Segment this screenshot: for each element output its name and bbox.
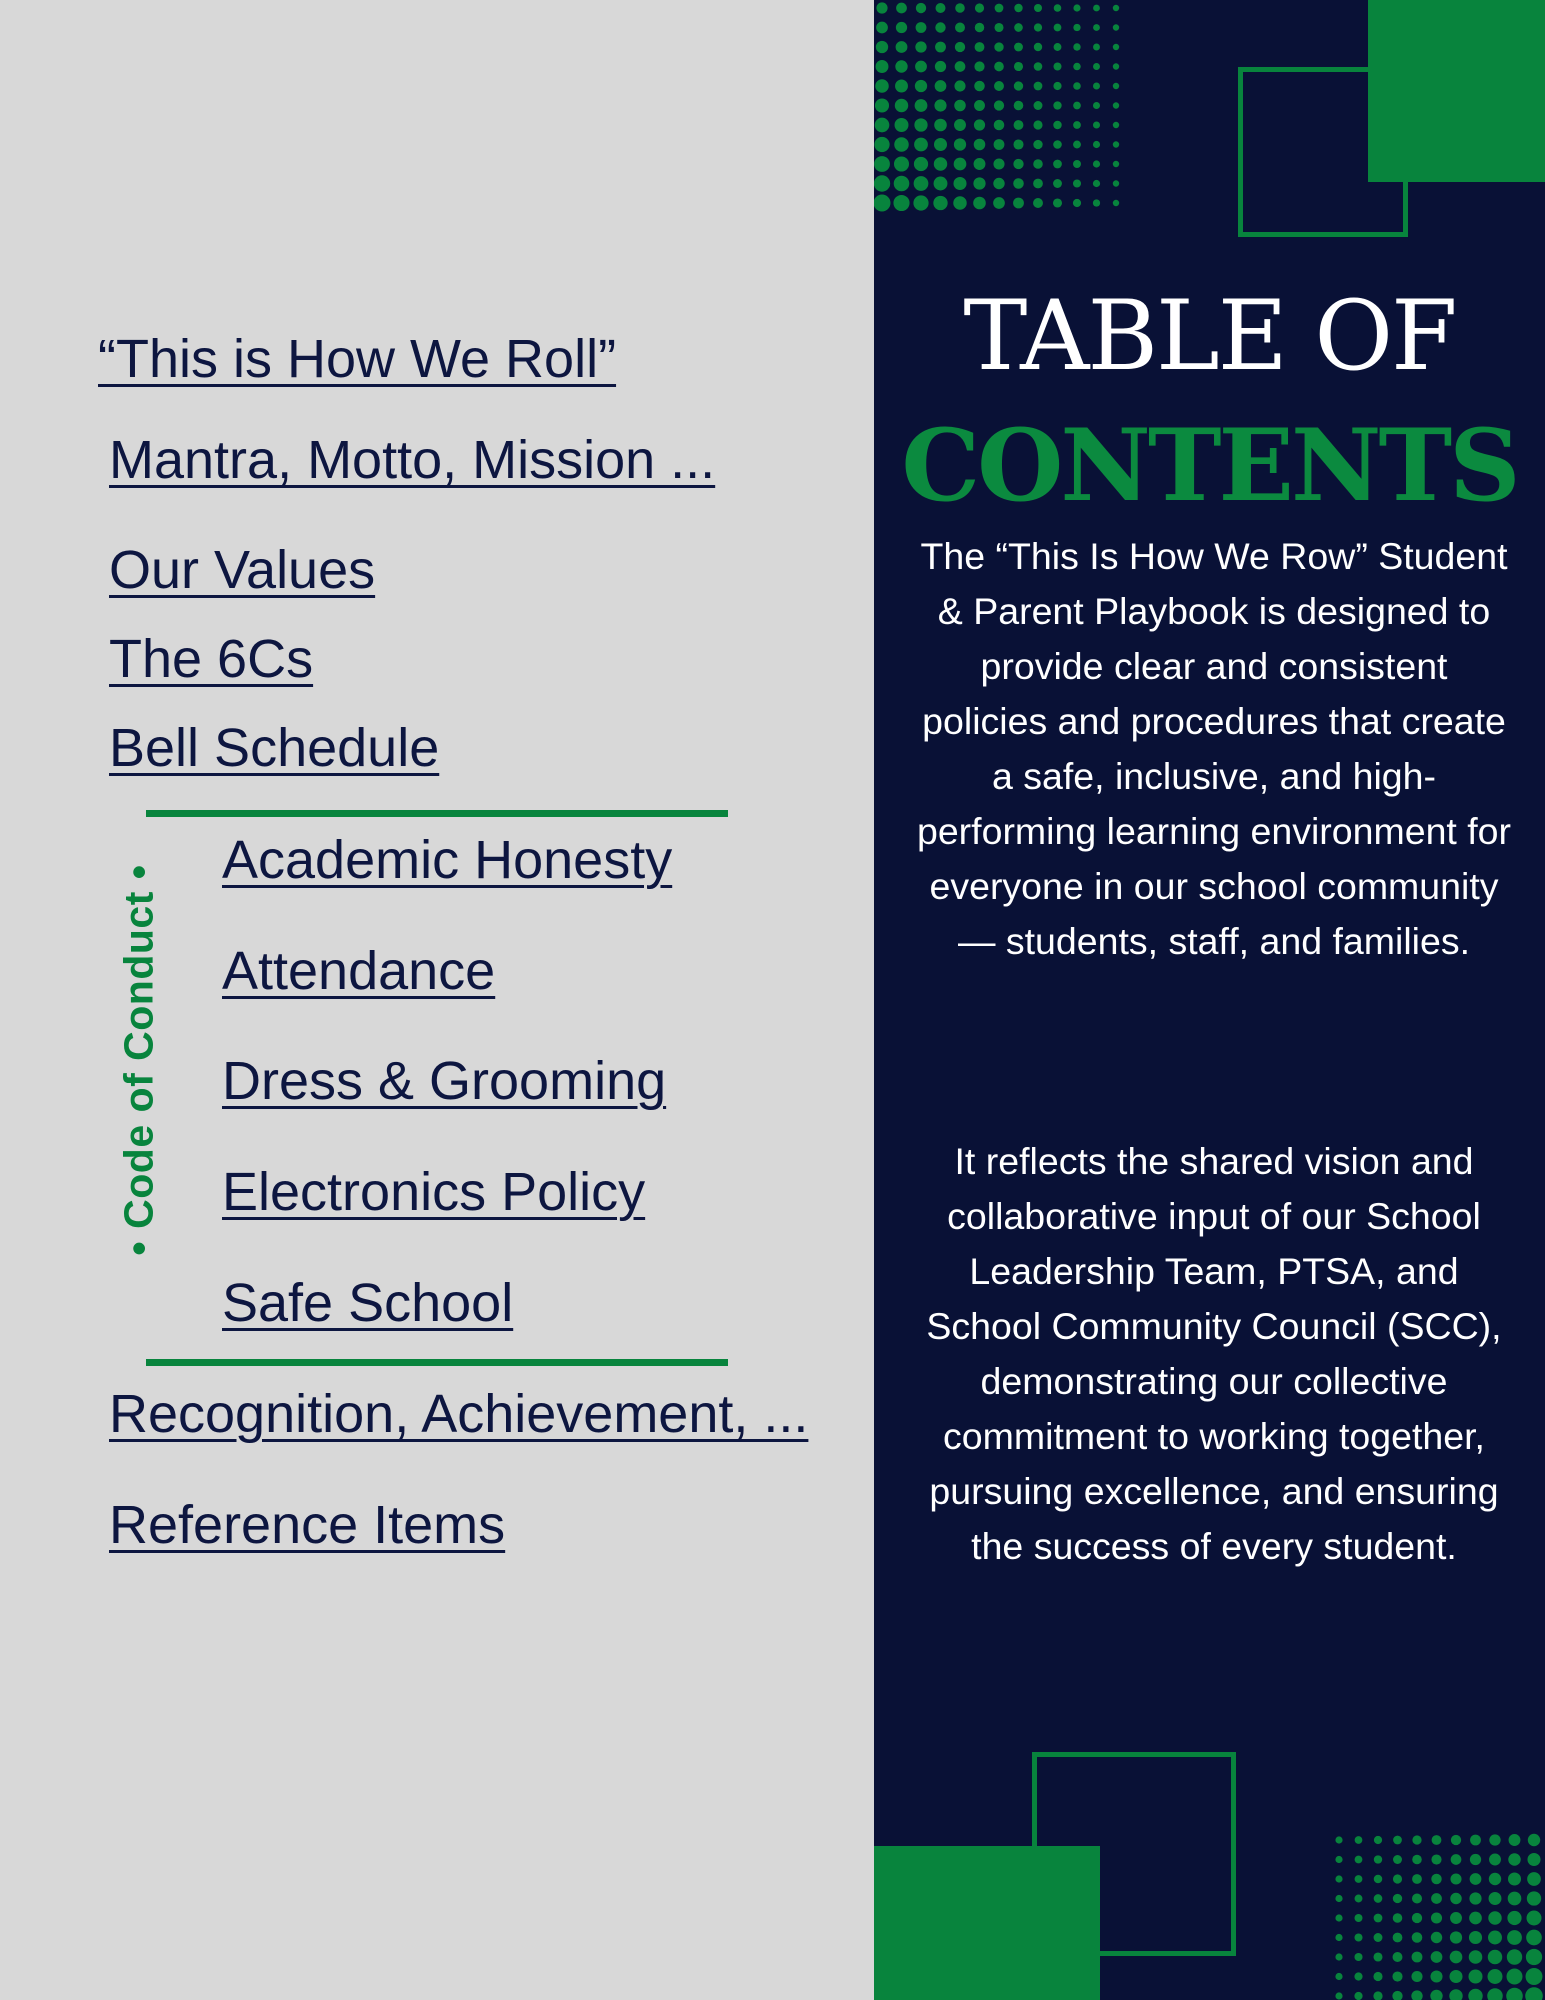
decorative-dot — [1374, 1894, 1383, 1903]
decorative-dot — [1113, 63, 1119, 69]
decorative-dot — [1053, 62, 1061, 70]
decorative-dot — [1335, 1934, 1342, 1941]
toc-link-mantra-motto-mission[interactable]: Mantra, Motto, Mission ... — [109, 430, 716, 490]
decorative-dot — [876, 22, 888, 34]
decorative-dot — [954, 158, 967, 171]
decorative-dot — [1073, 179, 1081, 187]
decorative-dot — [1450, 1931, 1462, 1943]
decorative-dot — [1093, 44, 1100, 51]
decorative-dot — [1093, 121, 1100, 128]
decorative-dot — [1355, 1895, 1363, 1903]
decorative-dot — [1053, 140, 1062, 149]
decorative-dot — [1488, 1911, 1501, 1924]
decorative-dot — [934, 157, 947, 170]
decorative-dot — [1393, 1894, 1402, 1903]
decorative-dot — [974, 100, 985, 111]
decorative-dot — [935, 22, 945, 32]
decorative-dot — [1526, 1949, 1542, 1965]
decorative-dot — [1073, 121, 1081, 129]
title-table-of: TABLE OF — [963, 280, 1456, 392]
decorative-dot — [913, 195, 928, 210]
title-panel — [874, 0, 1545, 2000]
decorative-dot — [1033, 120, 1042, 129]
toc-link-electronics-policy[interactable]: Electronics Policy — [222, 1162, 646, 1222]
decorative-dot — [1113, 44, 1119, 50]
decorative-dot — [1073, 141, 1081, 149]
decorative-dot — [874, 195, 891, 212]
decorative-dot — [953, 177, 966, 190]
decorative-dot — [1354, 1972, 1362, 1980]
decorative-dot — [1113, 102, 1119, 108]
decorative-dot — [1034, 82, 1043, 91]
toc-link-attendance[interactable]: Attendance — [222, 941, 496, 1001]
decorative-dot — [1374, 1836, 1382, 1844]
decorative-dot — [1014, 62, 1023, 71]
decorative-dot — [1527, 1891, 1541, 1905]
decorative-dot — [1412, 1855, 1422, 1865]
decorative-dot — [1374, 1914, 1383, 1923]
decorative-dot — [1526, 1968, 1543, 1985]
decorative-dot — [1469, 1892, 1481, 1904]
decorative-dot — [1489, 1834, 1500, 1845]
decorative-dot — [875, 79, 889, 93]
decorative-dot — [1431, 1932, 1442, 1943]
decorative-dot — [894, 156, 909, 171]
decorative-dot — [974, 158, 986, 170]
decorative-dot — [874, 175, 890, 191]
decorative-dot — [896, 41, 908, 53]
decorative-dot — [934, 119, 947, 132]
decorative-dot — [1431, 1854, 1441, 1864]
decorative-dot — [1431, 1951, 1443, 1963]
decorative-dot — [916, 3, 926, 13]
decorative-dot — [974, 119, 985, 130]
toc-link-reference-items[interactable]: Reference Items — [109, 1495, 506, 1555]
decorative-dot — [1013, 159, 1023, 169]
decorative-dot — [1450, 1873, 1461, 1884]
decorative-dot — [1335, 1914, 1342, 1921]
decorative-dot — [1093, 5, 1100, 12]
decorative-dot — [876, 2, 887, 13]
decorative-square-filled-top — [1368, 0, 1545, 182]
decorative-dot — [1432, 1835, 1442, 1845]
decorative-dot — [955, 42, 965, 52]
decorative-dot — [1335, 1895, 1342, 1902]
code-of-conduct-label: • Code of Conduct • — [115, 864, 162, 1256]
decorative-dot — [955, 23, 965, 33]
decorative-dot — [894, 137, 909, 152]
toc-link-how-we-roll[interactable]: “This is How We Roll” — [98, 329, 617, 389]
toc-link-our-values[interactable]: Our Values — [109, 540, 376, 600]
decorative-dot — [1412, 1932, 1423, 1943]
decorative-dot — [1412, 1952, 1423, 1963]
decorative-dot — [914, 138, 928, 152]
decorative-dot — [1014, 101, 1024, 111]
decorative-dot — [1506, 1988, 1523, 2000]
decorative-dot — [1354, 1953, 1362, 1961]
decorative-dot — [1355, 1875, 1363, 1883]
decorative-dot-grid-bottom — [1325, 1830, 1545, 2000]
decorative-dot — [1113, 5, 1119, 11]
decorative-dot — [1093, 63, 1100, 70]
decorative-dot — [1392, 1991, 1402, 2000]
decorative-dot — [975, 42, 985, 52]
description-paragraph-2: It reflects the shared vision and collaborative input of our School Leadership Team, PTSA, and School Community Council (SCC), demonstrating our collective commitment to working together, pursuing excellence, and ensuring the success of every student. — [926, 1140, 1502, 1567]
decorative-dot — [1355, 1856, 1363, 1864]
decorative-dot — [894, 176, 910, 192]
decorative-dot — [955, 61, 966, 72]
decorative-dot — [1093, 83, 1100, 90]
decorative-dot — [1373, 1991, 1382, 2000]
decorative-dot — [1053, 160, 1062, 169]
decorative-dot — [915, 99, 928, 112]
decorative-dot — [994, 100, 1004, 110]
decorative-dot — [1113, 200, 1119, 206]
decorative-dot — [1013, 139, 1023, 149]
decorative-dot — [1033, 198, 1043, 208]
toc-link-safe-school[interactable]: Safe School — [222, 1273, 514, 1333]
decorative-dot — [1373, 1972, 1382, 1981]
decorative-dot — [974, 61, 984, 71]
decorative-dot — [1335, 1992, 1342, 1999]
decorative-dot — [974, 139, 986, 151]
decorative-dot — [1335, 1856, 1342, 1863]
decorative-dot — [1412, 1893, 1422, 1903]
decorative-dot — [934, 177, 948, 191]
decorative-dot — [1525, 1987, 1543, 2000]
decorative-dot — [915, 80, 927, 92]
decorative-dot — [1393, 1913, 1403, 1923]
decorative-dot — [1073, 43, 1080, 50]
toc-link-6cs[interactable]: The 6Cs — [109, 629, 314, 689]
decorative-dot — [1451, 1854, 1462, 1865]
decorative-dot — [1354, 1992, 1362, 2000]
decorative-dot — [1527, 1872, 1541, 1886]
decorative-dot — [1073, 63, 1080, 70]
decorative-dot — [953, 196, 966, 209]
decorative-dot — [1487, 1988, 1503, 2000]
decorative-dot — [875, 118, 890, 133]
decorative-dot — [896, 22, 907, 33]
decorative-dot-grid-top — [874, 0, 1134, 220]
decorative-dot — [1507, 1969, 1523, 1985]
decorative-dot — [954, 80, 965, 91]
decorative-dot — [895, 99, 908, 112]
decorative-dot — [994, 81, 1004, 91]
title-contents: CONTENTS — [901, 408, 1518, 524]
decorative-dot — [1053, 179, 1062, 188]
decorative-dot — [1507, 1911, 1521, 1925]
decorative-dot — [993, 158, 1004, 169]
decorative-dot — [934, 138, 947, 151]
decorative-dot — [1509, 1834, 1521, 1846]
decorative-dot — [1450, 1912, 1462, 1924]
decorative-dot — [973, 197, 986, 210]
decorative-dot — [1054, 4, 1062, 12]
decorative-dot — [1393, 1855, 1402, 1864]
decorative-dot — [1034, 23, 1042, 31]
decorative-dot — [1093, 180, 1100, 187]
decorative-dot — [1013, 178, 1024, 189]
decorative-dot — [1450, 1951, 1463, 1964]
decorative-dot — [1468, 1969, 1482, 1983]
decorative-dot — [1449, 1970, 1462, 1983]
decorative-dot — [994, 139, 1005, 150]
decorative-dot — [1412, 1835, 1421, 1844]
decorative-dot — [1508, 1892, 1522, 1906]
toc-link-recognition-achievement[interactable]: Recognition, Achievement, ... — [109, 1384, 809, 1444]
decorative-dot — [916, 22, 927, 33]
decorative-dot — [1054, 24, 1062, 32]
decorative-dot — [1412, 1874, 1422, 1884]
decorative-dot — [1113, 24, 1119, 30]
toc-link-dress-grooming[interactable]: Dress & Grooming — [222, 1051, 667, 1111]
decorative-dot — [994, 23, 1003, 32]
decorative-dot — [1412, 1913, 1422, 1923]
decorative-dot — [914, 157, 928, 171]
decorative-dot — [1469, 1912, 1482, 1925]
decorative-dot — [995, 4, 1004, 13]
decorative-dot — [876, 41, 888, 53]
decorative-square-filled-bottom — [874, 1846, 1100, 2000]
decorative-dot — [934, 99, 946, 111]
decorative-dot — [1014, 23, 1023, 32]
decorative-dot — [974, 81, 985, 92]
decorative-dot — [1449, 1989, 1462, 2000]
decorative-dot — [1374, 1933, 1383, 1942]
decorative-dot — [1093, 24, 1100, 31]
decorative-dot — [1355, 1914, 1363, 1922]
decorative-dot — [895, 118, 909, 132]
decorative-dot — [914, 118, 927, 131]
toc-link-academic-honesty[interactable]: Academic Honesty — [222, 830, 673, 890]
decorative-dot — [1430, 1970, 1442, 1982]
decorative-dot — [1468, 1989, 1482, 2000]
code-of-conduct-bottom-rule — [146, 1359, 728, 1366]
decorative-dot — [1431, 1893, 1442, 1904]
decorative-dot — [1393, 1836, 1402, 1845]
decorative-dot — [1073, 199, 1081, 207]
decorative-dot — [1093, 199, 1100, 206]
decorative-dot — [1431, 1874, 1441, 1884]
decorative-dot — [1033, 140, 1042, 149]
toc-link-bell-schedule[interactable]: Bell Schedule — [109, 718, 440, 778]
decorative-dot — [994, 120, 1005, 131]
decorative-dot — [1450, 1893, 1461, 1904]
decorative-dot — [1113, 83, 1119, 89]
decorative-dot — [1014, 43, 1023, 52]
decorative-dot — [874, 156, 890, 172]
decorative-dot — [1073, 82, 1081, 90]
decorative-dot — [973, 177, 985, 189]
decorative-dot — [1411, 1990, 1422, 2000]
decorative-dot — [915, 61, 927, 73]
decorative-dot — [935, 80, 947, 92]
decorative-dot — [1034, 4, 1042, 12]
decorative-dot — [1053, 121, 1061, 129]
decorative-dot — [954, 138, 966, 150]
decorative-dot — [994, 62, 1004, 72]
decorative-dot — [915, 41, 926, 52]
decorative-dot — [1053, 82, 1061, 90]
decorative-dot — [1393, 1952, 1403, 1962]
decorative-dot — [874, 137, 889, 152]
decorative-dot — [1354, 1933, 1362, 1941]
decorative-dot — [1054, 43, 1062, 51]
decorative-dot — [1014, 81, 1023, 90]
decorative-dot — [895, 60, 907, 72]
decorative-dot — [1374, 1875, 1383, 1884]
decorative-dot — [1073, 24, 1080, 31]
decorative-dot — [1411, 1971, 1422, 1982]
decorative-dot — [893, 195, 909, 211]
decorative-dot — [1355, 1836, 1363, 1844]
decorative-dot — [1113, 141, 1119, 147]
decorative-dot — [1488, 1931, 1502, 1945]
decorative-dot — [935, 61, 946, 72]
decorative-dot — [1489, 1873, 1501, 1885]
decorative-dot — [876, 60, 889, 73]
decorative-dot — [935, 42, 946, 53]
decorative-dot — [1053, 198, 1062, 207]
decorative-dot — [1470, 1854, 1481, 1865]
decorative-dot — [1430, 1990, 1442, 2000]
decorative-dot — [1431, 1912, 1442, 1923]
decorative-dot — [1507, 1930, 1522, 1945]
decorative-dot — [1470, 1873, 1482, 1885]
decorative-dot — [1526, 1930, 1542, 1946]
decorative-dot — [1073, 160, 1081, 168]
decorative-dot — [1489, 1854, 1501, 1866]
decorative-dot — [993, 178, 1004, 189]
decorative-dot — [1528, 1834, 1540, 1846]
decorative-dot — [1373, 1952, 1382, 1961]
decorative-dot — [1013, 198, 1024, 209]
decorative-dot — [1014, 120, 1024, 130]
decorative-dot — [1073, 102, 1081, 110]
decorative-dot — [1034, 43, 1042, 51]
decorative-dot — [1113, 161, 1119, 167]
decorative-dot — [1470, 1835, 1481, 1846]
decorative-dot — [1014, 4, 1022, 12]
decorative-dot — [975, 3, 984, 12]
decorative-dot — [1093, 160, 1100, 167]
decorative-dot — [1527, 1853, 1540, 1866]
decorative-dot — [1469, 1931, 1482, 1944]
decorative-dot — [1489, 1892, 1502, 1905]
decorative-dot — [1113, 122, 1119, 128]
decorative-dot — [1393, 1874, 1402, 1883]
decorative-dot — [895, 80, 908, 93]
decorative-dot — [1053, 101, 1061, 109]
decorative-dot — [975, 23, 985, 33]
decorative-dot — [1335, 1875, 1342, 1882]
decorative-dot — [955, 3, 965, 13]
decorative-dot — [1073, 4, 1080, 11]
decorative-dot — [993, 197, 1005, 209]
description-paragraph-1: The “This Is How We Row” Student & Parent Playbook is designed to provide clear and consistent policies and procedures that create a safe, inclusive, and high-performing learning environment for everyone in our school community— students, staff, and families. — [916, 535, 1512, 962]
decorative-dot — [933, 196, 947, 210]
decorative-dot — [875, 98, 889, 112]
decorative-dot — [1488, 1969, 1503, 1984]
decorative-dot — [1508, 1872, 1521, 1885]
decorative-dot — [936, 3, 946, 13]
decorative-dot — [1527, 1911, 1542, 1926]
code-of-conduct-top-rule — [146, 810, 728, 817]
decorative-dot — [1335, 1836, 1342, 1843]
decorative-dot — [1374, 1855, 1382, 1863]
decorative-dot — [1034, 101, 1043, 110]
decorative-dot — [1033, 179, 1043, 189]
decorative-dot — [1093, 102, 1100, 109]
decorative-dot — [954, 119, 966, 131]
decorative-dot — [896, 3, 907, 14]
decorative-dot — [1392, 1971, 1402, 1981]
decorative-dot — [1469, 1950, 1483, 1964]
decorative-dot — [994, 42, 1003, 51]
decorative-dot — [1335, 1973, 1342, 1980]
decorative-dot — [1093, 141, 1100, 148]
decorative-dot — [1393, 1933, 1403, 1943]
decorative-dot — [1488, 1950, 1502, 1964]
decorative-dot — [1451, 1835, 1461, 1845]
decorative-dot — [1113, 180, 1119, 186]
decorative-dot — [1335, 1953, 1342, 1960]
decorative-dot — [914, 176, 929, 191]
decorative-dot — [1034, 62, 1043, 71]
decorative-dot — [1507, 1949, 1522, 1964]
decorative-dot — [1508, 1853, 1520, 1865]
decorative-dot — [954, 100, 966, 112]
decorative-dot — [1033, 159, 1043, 169]
